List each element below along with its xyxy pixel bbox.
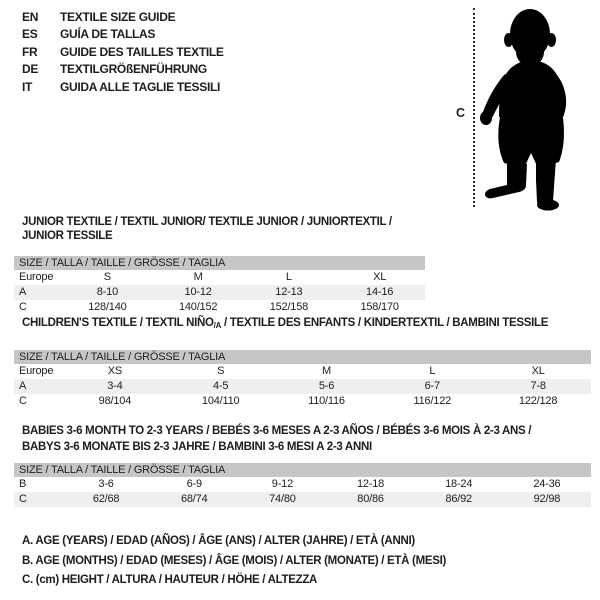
size-value-cell: 116/122	[413, 395, 452, 407]
row-label-cell: A	[19, 380, 27, 392]
size-row	[14, 477, 591, 492]
babies-size-table	[14, 463, 591, 507]
baby-figure	[0, 0, 600, 220]
language-code: DE	[22, 62, 39, 77]
height-measure-label: C	[456, 106, 466, 120]
language-code: ES	[22, 27, 38, 42]
size-value-cell: 3-6	[98, 478, 114, 490]
row-label-cell: A	[19, 286, 27, 298]
size-value-cell: 24-36	[533, 478, 561, 490]
size-value-cell: 18-24	[445, 478, 473, 490]
size-value-cell: 128/140	[88, 301, 127, 313]
footnote-line: C. (cm) HEIGHT / ALTURA / HAUTEUR / HÖHE / ALTEZZA	[22, 574, 318, 586]
size-value-cell: 80/86	[357, 493, 384, 505]
size-value-cell: 9-12	[271, 478, 293, 490]
language-title: TEXTILGRÖßENFÜHRUNG	[60, 62, 207, 77]
size-row	[14, 270, 425, 285]
row-label-cell: Europe	[19, 271, 54, 283]
size-value-cell: 14-16	[366, 286, 394, 298]
babies-textile-section	[14, 423, 591, 507]
size-value-cell: 98/104	[98, 395, 132, 407]
size-value-cell: 6-9	[186, 478, 202, 490]
row-label-cell: B	[19, 478, 27, 490]
footnotes	[22, 532, 446, 591]
size-value-cell: 140/152	[178, 301, 218, 313]
size-value-cell: L	[429, 365, 436, 377]
size-value-cell: 12-13	[275, 286, 303, 298]
row-label-cell: C	[19, 301, 27, 313]
size-value-cell: 7-8	[530, 380, 546, 392]
language-title: GUIDE DES TAILLES TEXTILE	[60, 44, 224, 59]
size-header-row	[14, 463, 591, 477]
children-section-title	[22, 316, 591, 333]
babies-section-title	[22, 423, 591, 455]
size-row	[14, 394, 591, 409]
size-value-cell: 10-12	[184, 286, 212, 298]
size-header-row	[14, 350, 591, 364]
language-title: GUÍA DE TALLAS	[60, 27, 156, 42]
language-title: GUIDA ALLE TAGLIE TESSILI	[60, 79, 221, 94]
junior-section-title	[22, 215, 425, 243]
size-value-cell: 6-7	[424, 380, 440, 392]
junior-textile-section	[14, 215, 425, 315]
size-value-cell: 68/74	[180, 493, 208, 505]
size-row	[14, 300, 425, 315]
size-value-cell: 122/128	[518, 395, 558, 407]
size-row	[14, 492, 591, 507]
section-title-text: / TEXTILE DES ENFANTS / KINDERTEXTIL / BAMBINI TESSILE	[221, 317, 549, 329]
children-size-table	[14, 350, 591, 409]
language-code: FR	[22, 44, 38, 59]
size-value-cell: 152/158	[269, 301, 309, 313]
size-value-cell: XL	[373, 271, 387, 283]
size-value-cell: 4-5	[213, 380, 229, 392]
size-value-cell: 12-18	[356, 478, 385, 490]
size-value-cell: 3-4	[107, 380, 123, 392]
size-value-cell: M	[193, 271, 203, 283]
size-header-label: SIZE / TALLA / TAILLE / GRÖSSE / TAGLIA	[14, 350, 591, 364]
footnote-line: A. AGE (YEARS) / EDAD (AÑOS) / ÂGE (ANS) / ALTER (JAHRE) / ETÀ (ANNI)	[22, 535, 415, 547]
language-code: EN	[22, 10, 39, 24]
size-header-label: SIZE / TALLA / TAILLE / GRÖSSE / TAGLIA	[14, 463, 591, 477]
section-title-text: CHILDREN'S TEXTILE / TEXTIL NIÑO	[22, 317, 214, 329]
size-value-cell: 92/98	[533, 493, 561, 505]
section-title-text: BABYS 3-6 MONATE BIS 2-3 JAHRE / BAMBINI 3-6 MESI A 2-3 ANNI	[22, 441, 372, 453]
size-value-cell: S	[103, 271, 111, 283]
size-value-cell: 110/116	[308, 395, 345, 407]
size-value-cell: S	[217, 365, 225, 377]
row-label-cell: Europe	[19, 365, 54, 377]
language-title: TEXTILE SIZE GUIDE	[60, 10, 176, 24]
size-row	[14, 285, 425, 300]
section-title-text: BABIES 3-6 MONTH TO 2-3 YEARS / BEBÉS 3-6 MESES A 2-3 AÑOS / BÉBÉS 3-6 MOIS À 2-3 ANS /	[22, 425, 532, 437]
size-value-cell: 5-6	[318, 380, 335, 392]
size-value-cell: 62/68	[92, 493, 120, 505]
size-value-cell: 104/110	[201, 395, 240, 407]
height-measure-line	[473, 8, 475, 207]
size-value-cell: M	[322, 365, 331, 377]
size-value-cell: 86/92	[445, 493, 472, 505]
children-textile-section	[14, 316, 591, 409]
size-value-cell: XL	[531, 365, 545, 377]
size-row	[14, 379, 591, 394]
row-label-cell: C	[19, 493, 27, 505]
size-value-cell: 74/80	[269, 493, 296, 505]
language-code: IT	[22, 79, 33, 94]
size-header-row	[14, 256, 425, 270]
footnote-line: B. AGE (MONTHS) / EDAD (MESES) / ÂGE (MOIS) / ALTER (MONATE) / ETÀ (MESI)	[22, 554, 447, 567]
size-value-cell: XS	[107, 365, 123, 377]
size-value-cell: L	[285, 271, 292, 283]
section-title-text: /A	[213, 321, 222, 330]
size-value-cell: 158/170	[360, 301, 399, 313]
size-header-label: SIZE / TALLA / TAILLE / GRÖSSE / TAGLIA	[14, 256, 425, 270]
section-title-text: JUNIOR TEXTILE / TEXTIL JUNIOR/ TEXTILE JUNIOR / JUNIORTEXTIL / JUNIOR TESSILE	[22, 216, 392, 242]
baby-silhouette-icon	[478, 2, 600, 214]
row-label-cell: C	[19, 395, 27, 407]
junior-size-table	[14, 256, 425, 315]
size-row	[14, 364, 591, 379]
size-value-cell: 8-10	[96, 286, 118, 298]
